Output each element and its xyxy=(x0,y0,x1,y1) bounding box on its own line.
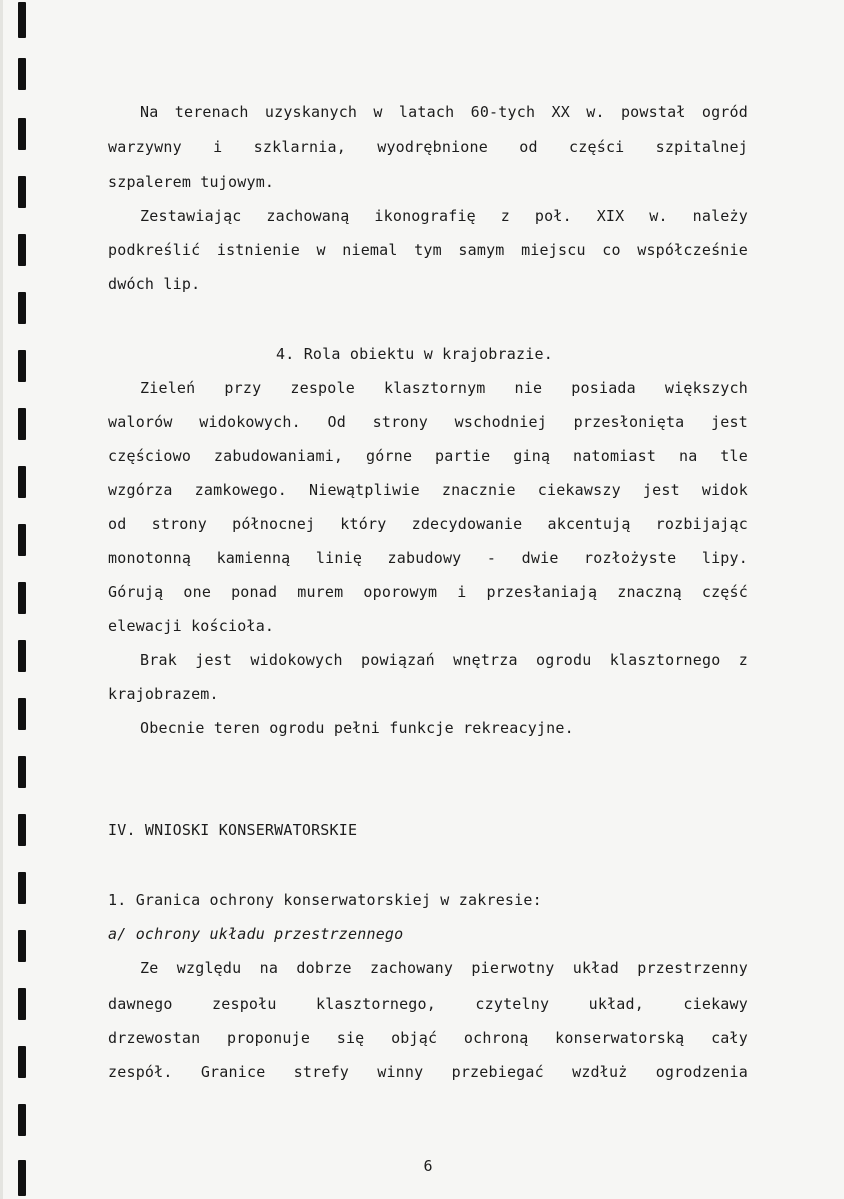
binding-hole xyxy=(18,234,26,266)
text-line: szpalerem tujowym. xyxy=(108,173,275,191)
text-line: Zestawiając zachowaną ikonografię z poł. XIX w. należy xyxy=(140,207,748,225)
text-line: Na terenach uzyskanych w latach 60-tych XX w. powstał ogród xyxy=(140,103,748,121)
text-line: Obecnie teren ogrodu pełni funkcje rekreacyjne. xyxy=(140,719,574,737)
text-line: monotonną kamienną linię zabudowy - dwie rozłożyste lipy. xyxy=(108,549,748,567)
document-page xyxy=(108,0,748,1199)
binding-hole xyxy=(18,988,26,1020)
text-line: krajobrazem. xyxy=(108,685,219,703)
text-line: zespół. Granice strefy winny przebiegać wzdłuż ogrodzenia xyxy=(108,1063,748,1081)
text-line: wzgórza zamkowego. Niewątpliwie znacznie ciekawszy jest widok xyxy=(108,481,748,499)
binding-hole xyxy=(18,1104,26,1136)
binding-hole xyxy=(18,58,26,90)
text-line: Ze względu na dobrze zachowany pierwotny układ przestrzenny xyxy=(140,959,748,977)
text-line: dawnego zespołu klasztornego, czytelny układ, ciekawy xyxy=(108,995,748,1013)
binding-hole xyxy=(18,640,26,672)
text-line: walorów widokowych. Od strony wschodniej przesłonięta jest xyxy=(108,413,748,431)
binding-strip xyxy=(0,0,30,1199)
text-line: podkreślić istnienie w niemal tym samym miejscu co współcześnie xyxy=(108,241,748,259)
binding-hole xyxy=(18,872,26,904)
binding-hole xyxy=(18,524,26,556)
binding-hole xyxy=(18,176,26,208)
subsection-item-heading: a/ ochrony układu przestrzennego xyxy=(108,925,404,943)
text-line: Górują one ponad murem oporowym i przesłaniają znaczną część xyxy=(108,583,748,601)
binding-hole xyxy=(18,814,26,846)
binding-hole xyxy=(18,350,26,382)
text-line: dwóch lip. xyxy=(108,275,201,293)
text-line: elewacji kościoła. xyxy=(108,617,275,635)
binding-hole xyxy=(18,930,26,962)
binding-hole xyxy=(18,756,26,788)
text-line: Brak jest widokowych powiązań wnętrza ogrodu klasztornego z xyxy=(140,651,748,669)
binding-hole xyxy=(18,408,26,440)
text-line: Zieleń przy zespole klasztornym nie posiada większych xyxy=(140,379,748,397)
binding-hole xyxy=(18,1046,26,1078)
binding-hole xyxy=(18,118,26,150)
binding-hole xyxy=(18,292,26,324)
text-line: od strony północnej który zdecydowanie akcentują rozbijając xyxy=(108,515,748,533)
text-line: drzewostan proponuje się objąć ochroną konserwatorską cały xyxy=(108,1029,748,1047)
subsection-heading: 1. Granica ochrony konserwatorskiej w zakresie: xyxy=(108,891,542,909)
binding-hole xyxy=(18,2,26,38)
text-line: warzywny i szklarnia, wyodrębnione od części szpitalnej xyxy=(108,138,748,156)
binding-hole xyxy=(18,698,26,730)
text-line: częściowo zabudowaniami, górne partie giną natomiast na tle xyxy=(108,447,748,465)
binding-hole xyxy=(18,582,26,614)
paper-edge xyxy=(0,0,3,1199)
page-number: 6 xyxy=(423,1157,433,1175)
chapter-heading: IV. WNIOSKI KONSERWATORSKIE xyxy=(108,821,358,839)
section-heading: 4. Rola obiektu w krajobrazie. xyxy=(276,345,553,363)
binding-hole xyxy=(18,1160,26,1196)
binding-hole xyxy=(18,466,26,498)
